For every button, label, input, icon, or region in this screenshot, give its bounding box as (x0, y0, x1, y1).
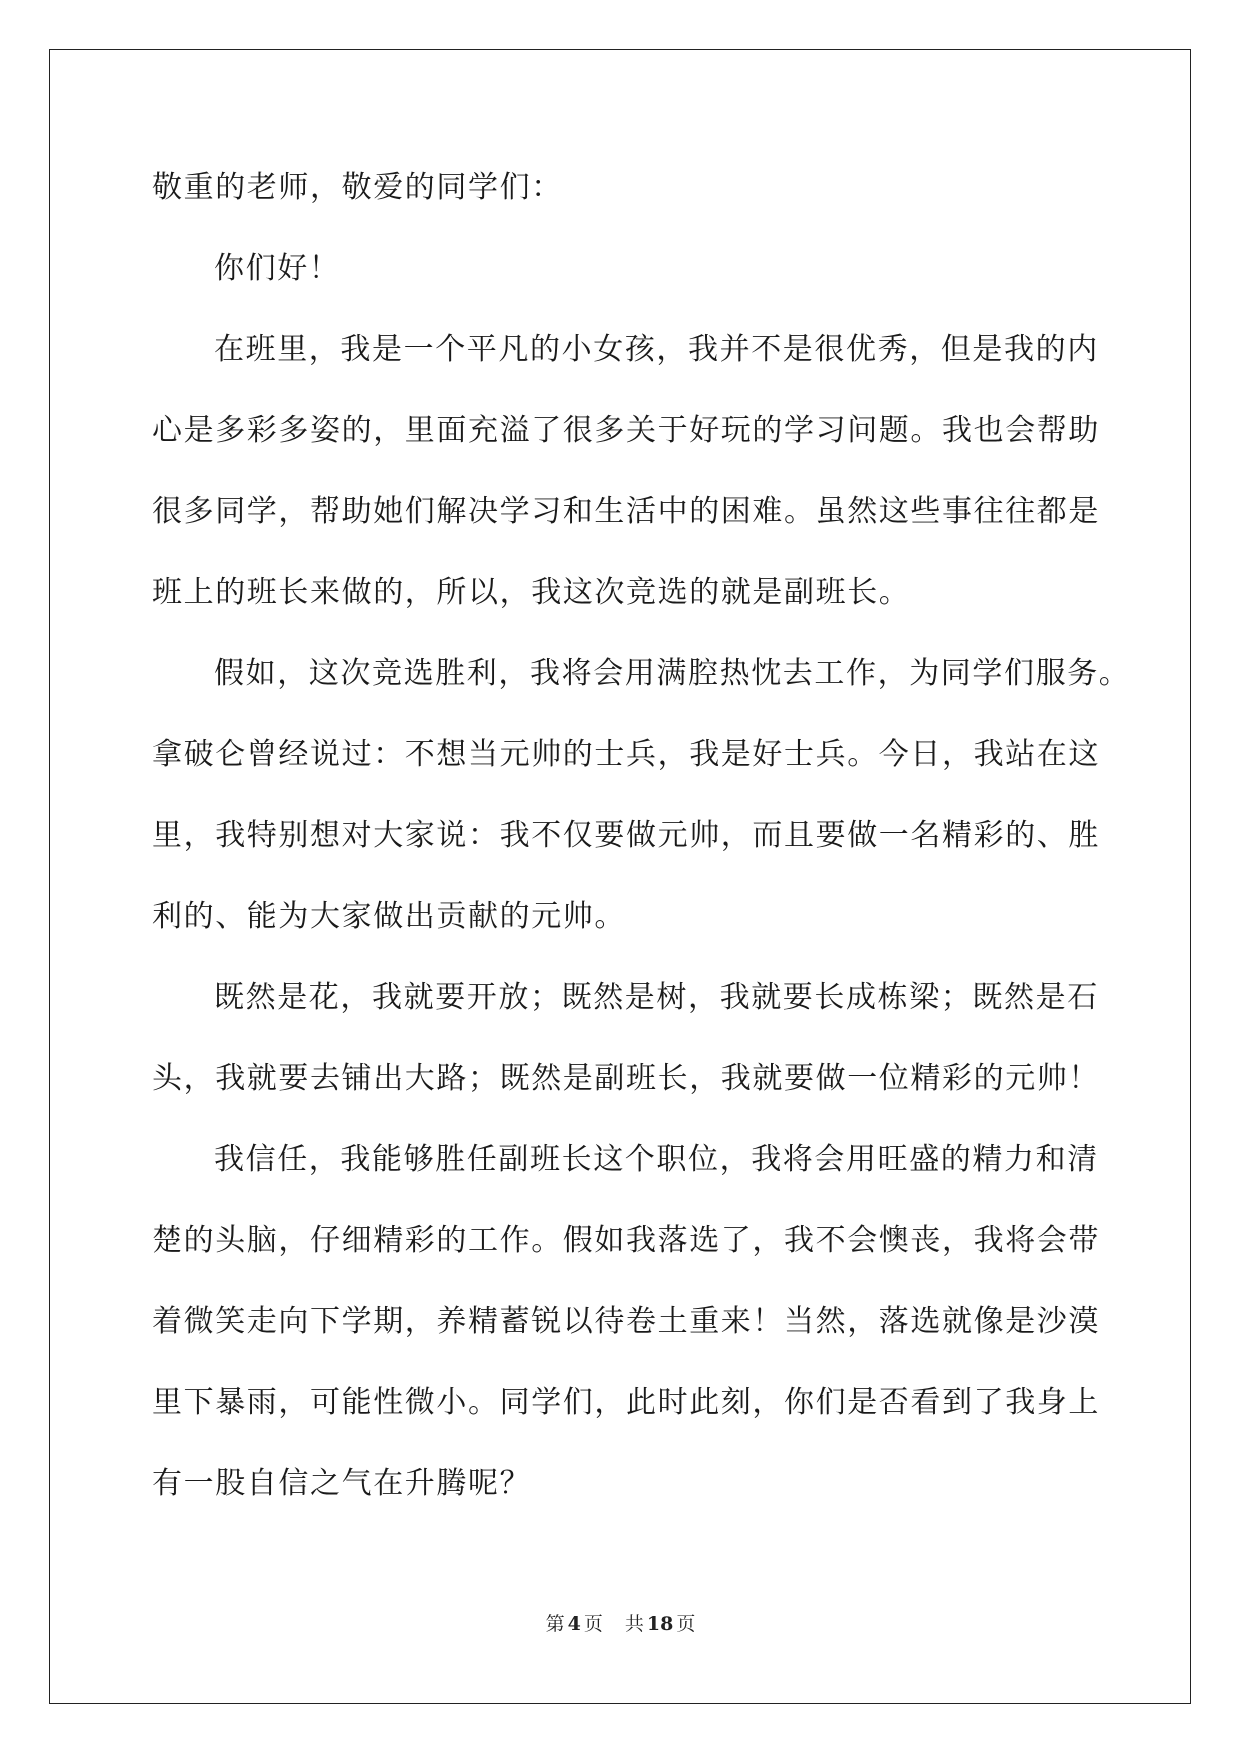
page-footer (0, 1609, 1241, 1636)
text-line: 很多同学，帮助她们解决学习和生活中的困难。虽然这些事往往都是 (152, 494, 1100, 529)
text-line: 心是多彩多姿的，里面充溢了很多关于好玩的学习问题。我也会帮助 (152, 413, 1100, 448)
text-line: 头，我就要去铺出大路；既然是副班长，我就要做一位精彩的元帅！ (152, 1061, 1100, 1096)
text-line: 敬重的老师，敬爱的同学们： (152, 170, 563, 205)
page-number: 4 (567, 1613, 581, 1635)
text-line: 既然是花，我就要开放；既然是树，我就要长成栋梁；既然是石 (214, 980, 1099, 1015)
text-line: 有一股自信之气在升腾呢？ (152, 1466, 532, 1501)
text-line: 楚的头脑，仔细精彩的工作。假如我落选了，我不会懊丧，我将会带 (152, 1223, 1100, 1258)
text-line: 里下暴雨，可能性微小。同学们，此时此刻，你们是否看到了我身上 (152, 1385, 1100, 1420)
text-line: 拿破仑曾经说过：不想当元帅的士兵，我是好士兵。今日，我站在这 (152, 737, 1100, 772)
text-line: 利的、能为大家做出贡献的元帅。 (152, 899, 626, 934)
text-line: 在班里，我是一个平凡的小女孩，我并不是很优秀，但是我的内 (214, 332, 1099, 367)
text-line: 里，我特别想对大家说：我不仅要做元帅，而且要做一名精彩的、胜 (152, 818, 1100, 853)
page-prefix: 第 (545, 1613, 565, 1635)
text-line: 我信任，我能够胜任副班长这个职位，我将会用旺盛的精力和清 (214, 1142, 1099, 1177)
text-line: 假如，这次竞选胜利，我将会用满腔热忱去工作，为同学们服务。 (214, 656, 1131, 691)
total-suffix: 页 (676, 1613, 696, 1635)
total-prefix: 共 (624, 1613, 644, 1635)
document-body (152, 168, 1131, 1545)
page-suffix: 页 (583, 1613, 603, 1635)
text-line: 着微笑走向下学期，养精蓄锐以待卷土重来！当然，落选就像是沙漠 (152, 1304, 1100, 1339)
text-line: 班上的班长来做的，所以，我这次竞选的就是副班长。 (152, 575, 911, 610)
total-pages: 18 (646, 1613, 674, 1635)
text-line: 你们好！ (214, 251, 341, 286)
